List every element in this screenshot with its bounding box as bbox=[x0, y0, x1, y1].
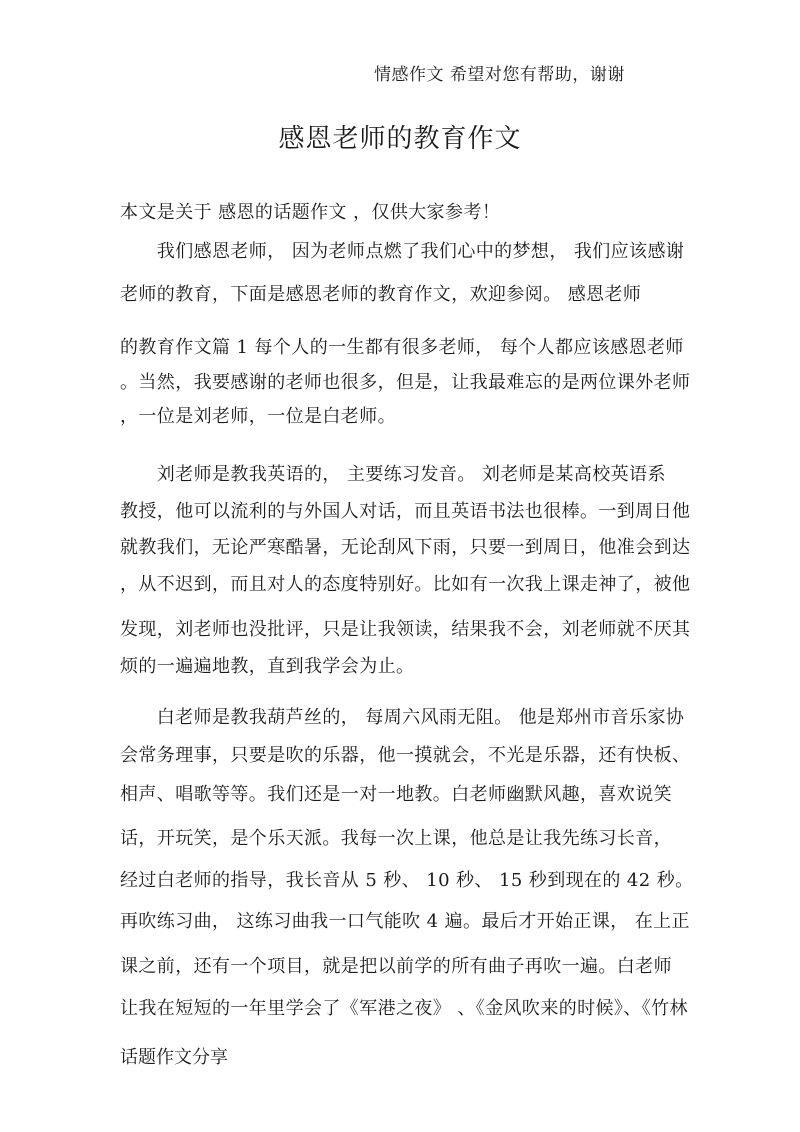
page-header: 情感作文 希望对您有帮助，谢谢 bbox=[374, 65, 625, 85]
body-line: 经过白老师的指导，我长音从 5 秒、 10 秒、 15 秒到现在的 42 秒。 bbox=[120, 870, 694, 891]
intro-line: 本文是关于 感恩的话题作文 ，仅供大家参考！ bbox=[120, 202, 501, 223]
body-line: 会常务理事，只要是吹的乐器，他一摸就会，不光是乐器，还有快板、 bbox=[120, 745, 691, 766]
page-footer: 话题作文分享 bbox=[120, 1047, 228, 1068]
body-line: 让我在短短的一年里学会了《军港之夜》 、《金风吹来的时候》、《竹林 bbox=[120, 998, 688, 1019]
body-line: ，从不迟到，而且对人的态度特别好。比如有一次我上课走神了，被他 bbox=[120, 574, 691, 595]
body-line: 我们感恩老师， 因为老师点燃了我们心中的梦想， 我们应该感谢 bbox=[120, 241, 685, 262]
body-line: 相声、唱歌等等。我们还是一对一地教。白老师幽默风趣，喜欢说笑 bbox=[120, 784, 672, 805]
page-title: 感恩老师的教育作文 bbox=[278, 124, 522, 154]
body-line: ，一位是刘老师，一位是白老师。 bbox=[120, 406, 396, 427]
body-line: 。当然，我要感谢的老师也很多，但是，让我最难忘的是两位课外老师 bbox=[120, 372, 691, 393]
body-line: 发现，刘老师也没批评，只是让我领读，结果我不会，刘老师就不厌其 bbox=[120, 619, 691, 640]
body-line: 教授，他可以流利的与外国人对话，而且英语书法也很棒。一到周日他 bbox=[120, 501, 691, 522]
body-line: 再吹练习曲， 这练习曲我一口气能吹 4 遍。最后才开始正课， 在上正 bbox=[120, 911, 690, 932]
body-line: 就教我们，无论严寒酷暑，无论刮风下雨，只要一到周日，他准会到达 bbox=[120, 537, 691, 558]
body-line: 白老师是教我葫芦丝的， 每周六风雨无阻。 他是郑州市音乐家协 bbox=[120, 707, 685, 728]
body-line: 刘老师是教我英语的， 主要练习发音。 刘老师是某高校英语系 bbox=[120, 464, 666, 485]
body-line: 烦的一遍遍地教，直到我学会为止。 bbox=[120, 656, 415, 677]
body-line: 课之前，还有一个项目，就是把以前学的所有曲子再吹一遍。白老师 bbox=[120, 956, 672, 977]
body-line: 老师的教育，下面是感恩老师的教育作文，欢迎参阅。 感恩老师 bbox=[120, 284, 642, 305]
body-line: 话，开玩笑，是个乐天派。我每一次上课，他总是让我先练习长音， bbox=[120, 828, 672, 849]
body-line: 的教育作文篇 1 每个人的一生都有很多老师， 每个人都应该感恩老师 bbox=[120, 337, 684, 358]
